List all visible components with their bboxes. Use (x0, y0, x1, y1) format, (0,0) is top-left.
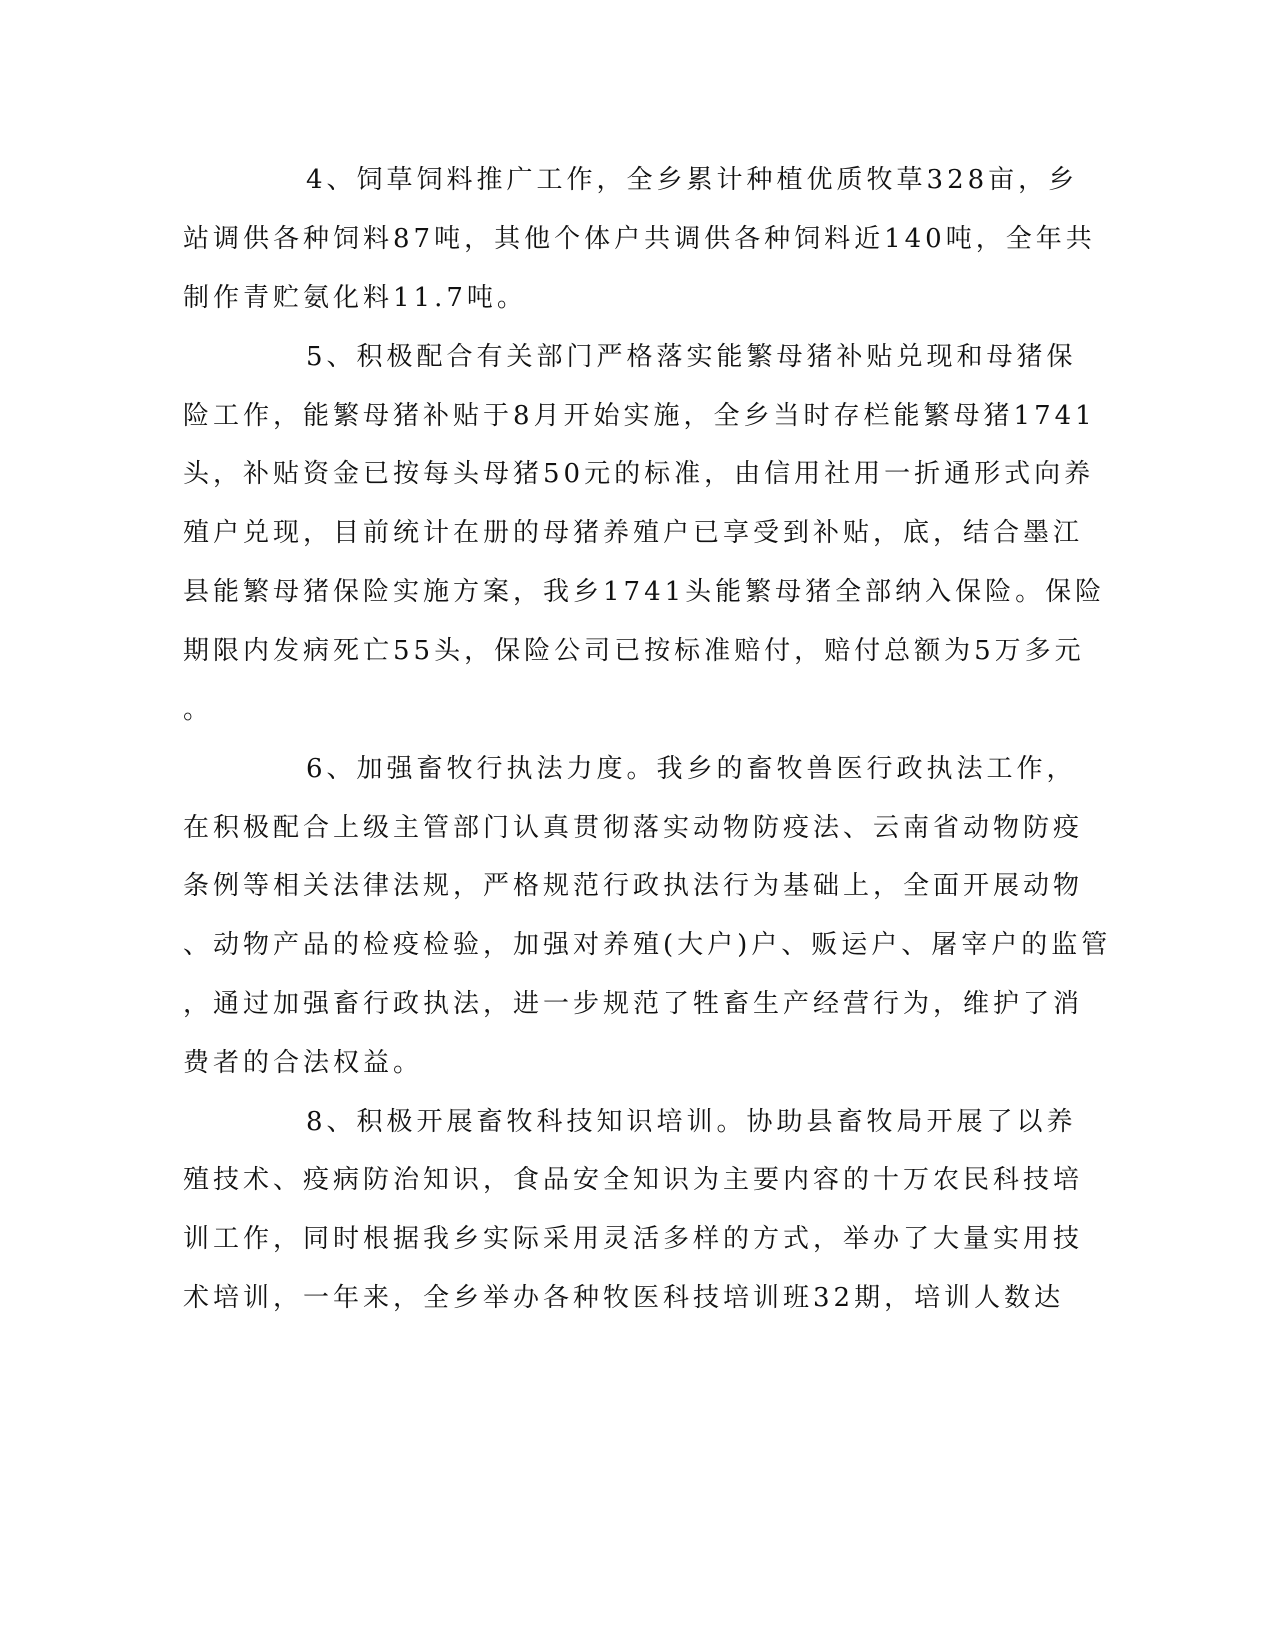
paragraph-line: 县能繁母猪保险实施方案，我乡1741头能繁母猪全部纳入保险。保险 (183, 577, 1106, 607)
paragraph-line: 期限内发病死亡55头，保险公司已按标准赔付，赔付总额为5万多元 (183, 636, 1085, 666)
paragraph-line: 站调供各种饲料87吨，其他个体户共调供各种饲料近140吨，全年共 (183, 224, 1096, 254)
paragraph-line: 6、加强畜牧行执法力度。我乡的畜牧兽医行政执法工作， (306, 754, 1077, 784)
paragraph-line: 殖技术、疫病防治知识，食品安全知识为主要内容的十万农民科技培 (183, 1165, 1084, 1195)
paragraph-line: 头，补贴资金已按每头母猪50元的标准，由信用社用一折通形式向养 (183, 459, 1095, 489)
paragraph-line: 术培训，一年来，全乡举办各种牧医科技培训班32期，培训人数达 (183, 1283, 1065, 1313)
paragraph-line: 条例等相关法律法规，严格规范行政执法行为基础上，全面开展动物 (183, 871, 1084, 901)
paragraph-line: 殖户兑现，目前统计在册的母猪养殖户已享受到补贴，底，结合墨江 (183, 518, 1084, 548)
paragraph-line: 训工作，同时根据我乡实际采用灵活多样的方式，举办了大量实用技 (183, 1224, 1084, 1254)
paragraph-line: 费者的合法权益。 (183, 1048, 424, 1078)
paragraph-line: 5、积极配合有关部门严格落实能繁母猪补贴兑现和母猪保 (306, 342, 1077, 372)
paragraph-line: 8、积极开展畜牧科技知识培训。协助县畜牧局开展了以养 (306, 1107, 1077, 1137)
paragraph-line: 、动物产品的检疫检验，加强对养殖(大户)户、贩运户、屠宰户的监管 (183, 930, 1112, 960)
paragraph-line: 险工作，能繁母猪补贴于8月开始实施，全乡当时存栏能繁母猪1741 (183, 401, 1096, 431)
paragraph-line: 4、饲草饲料推广工作，全乡累计种植优质牧草328亩，乡 (306, 165, 1079, 195)
paragraph-line: 在积极配合上级主管部门认真贯彻落实动物防疫法、云南省动物防疫 (183, 813, 1084, 843)
paragraph-line: 。 (183, 695, 214, 725)
paragraph-line: 制作青贮氨化料11.7吨。 (183, 283, 527, 313)
paragraph-line: ，通过加强畜行政执法，进一步规范了牲畜生产经营行为，维护了消 (183, 989, 1084, 1019)
